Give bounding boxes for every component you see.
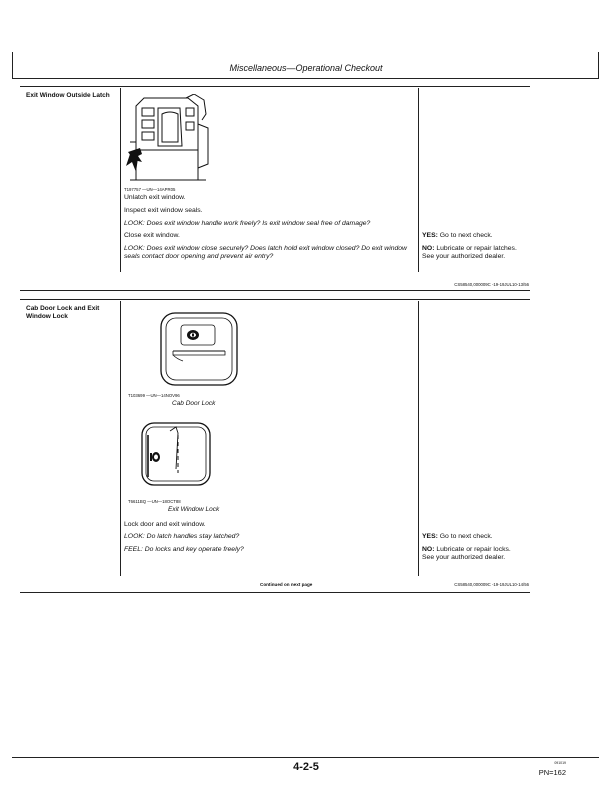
section1-figure-code: T197757 —UN—14APR05 bbox=[124, 187, 176, 192]
section2-no-text: Lubricate or repair locks. See your authorized dealer. bbox=[422, 546, 511, 561]
section1-col-rule-1 bbox=[120, 88, 121, 272]
section2-yes-text: Go to next check. bbox=[439, 533, 493, 540]
section1-title: Exit Window Outside Latch bbox=[26, 92, 110, 99]
cab-door-lock-caption: Cab Door Lock bbox=[172, 400, 216, 407]
page-number: 4-2-5 bbox=[293, 761, 319, 773]
section1-yes-text: Go to next check. bbox=[439, 232, 493, 239]
section2-step-1: Lock door and exit window. bbox=[124, 521, 206, 528]
section1-step-1: Unlatch exit window. bbox=[124, 194, 186, 201]
exit-window-lock-caption: Exit Window Lock bbox=[168, 506, 220, 513]
section1-col-rule-2 bbox=[418, 88, 419, 272]
section1-step-2: Inspect exit window seals. bbox=[124, 207, 203, 214]
footer-small-code: 091019 bbox=[554, 761, 566, 765]
header-bottom-rule bbox=[12, 78, 599, 79]
section1-yes-label: YES: bbox=[422, 232, 438, 239]
exit-window-lock-figure bbox=[140, 421, 212, 487]
section2-no-label: NO: bbox=[422, 546, 435, 553]
section1-no-label: NO: bbox=[422, 245, 435, 252]
page-title: Miscellaneous—Operational Checkout bbox=[229, 63, 383, 73]
section2-step-2: LOOK: Do latch handles stay latched? bbox=[124, 533, 240, 540]
section2-no-result bbox=[422, 546, 522, 562]
section2-title: Cab Door Lock and Exit Window Lock bbox=[26, 305, 100, 320]
section2-col-rule-1 bbox=[120, 301, 121, 576]
section1-top-rule bbox=[20, 86, 530, 87]
exit-window-lock-code: T6611BQ —UN—18OCT88 bbox=[128, 499, 181, 504]
section1-step-4: Close exit window. bbox=[124, 232, 180, 239]
footer-rule bbox=[12, 757, 599, 758]
section2-col-rule-2 bbox=[418, 301, 419, 576]
section1-yes-result bbox=[422, 232, 493, 240]
exit-window-latch-figure bbox=[126, 94, 212, 186]
continued-notice: Continued on next page bbox=[260, 582, 313, 587]
section2-yes-result bbox=[422, 533, 493, 541]
footer-pn: PN=162 bbox=[538, 768, 566, 777]
section1-step-5: LOOK: Does exit window close securely? Does latch hold exit window closed? Do exit window seals contact door opening and prevent air entry? bbox=[124, 245, 407, 260]
section2-top-rule bbox=[20, 299, 530, 300]
cab-door-lock-code: T103699 —UN—14NOV96 bbox=[128, 393, 180, 398]
section2-bottom-rule bbox=[20, 592, 530, 593]
section1-ref-code: CS58540,000009C -19-19JUL10-13/56 bbox=[454, 282, 529, 287]
section1-step-3: LOOK: Does exit window handle work freely? Is exit window seal free of damage? bbox=[124, 220, 371, 227]
section2-ref-code: CS58540,000009C -19-19JUL10-14/56 bbox=[454, 582, 529, 587]
section2-yes-label: YES: bbox=[422, 533, 438, 540]
section1-no-result bbox=[422, 245, 528, 261]
section1-no-text: Lubricate or repair latches. See your authorized dealer. bbox=[422, 245, 517, 260]
section2-step-3: FEEL: Do locks and key operate freely? bbox=[124, 546, 244, 553]
cab-door-lock-figure bbox=[159, 311, 239, 387]
section1-bottom-rule bbox=[20, 290, 530, 291]
